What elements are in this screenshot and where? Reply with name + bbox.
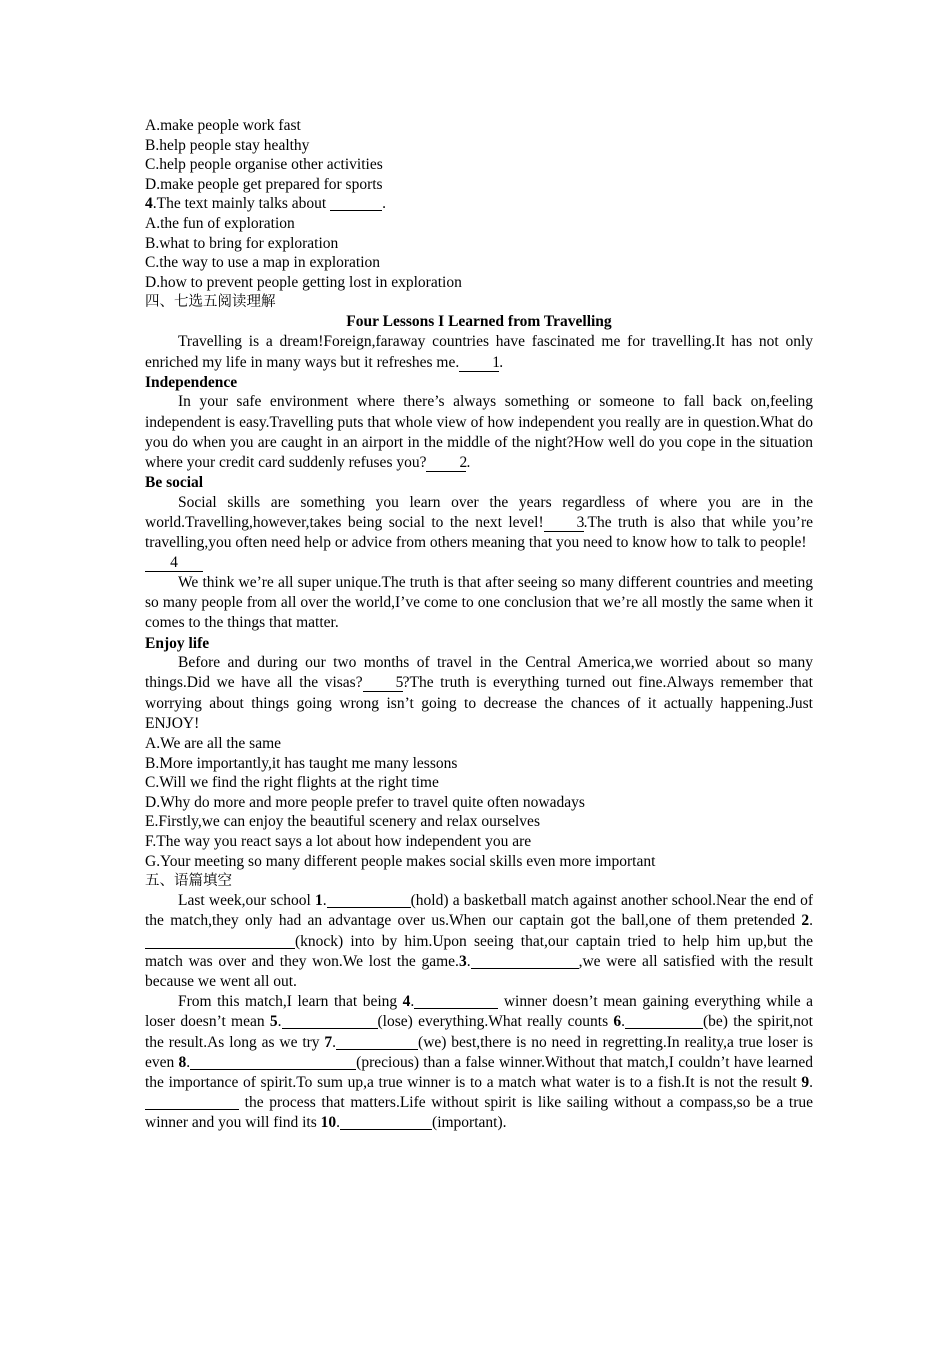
option-e: E.Firstly,we can enjoy the beautiful scenery and relax ourselves [145, 813, 540, 831]
dot: . [186, 1053, 191, 1071]
blank-5[interactable]: 5 [363, 675, 403, 692]
paragraph-text: (hold) a basketball match against another school.Near the end of the match,they only had an advantage over us.When our captain got the ball,one of them pretended [145, 892, 813, 930]
same-paragraph: We think we’re all super unique.The truth is that after seeing so many different countries and meeting so many people from all over the world,I’ve come to one conclusion that we’re all mostly the same when it comes to the things that matter. [145, 573, 813, 632]
paragraph-text: Last week,our school [178, 892, 315, 910]
subheading-independence: Independence [145, 373, 238, 391]
option-a: A.make people work fast [145, 117, 301, 134]
blank-4[interactable]: 4 [145, 555, 203, 572]
blank-number: 8 [178, 1053, 187, 1071]
q4-options [145, 214, 813, 292]
cloze-blank-4[interactable] [414, 993, 498, 1009]
option-a: A.We are all the same [145, 734, 282, 752]
independence-paragraph [145, 392, 813, 473]
blank-number: 5 [269, 1013, 278, 1031]
option-d: D.Why do more and more people prefer to travel quite often nowadays [145, 793, 585, 811]
dot: . [277, 1013, 282, 1031]
option-g: G.Your meeting so many different people makes social skills even more important [145, 852, 656, 870]
cloze-blank-3[interactable] [471, 953, 579, 969]
paragraph-text: (lose) everything.What really counts [377, 1013, 614, 1031]
paragraph-text: . [466, 453, 471, 471]
blank-number: 9 [801, 1073, 810, 1091]
blank-number: 10 [320, 1114, 337, 1132]
option-d: D.how to prevent people getting lost in exploration [145, 273, 462, 291]
dot: . [336, 1114, 341, 1132]
option-b: B.More importantly,it has taught me many lessons [145, 754, 458, 772]
passage-title: Four Lessons I Learned from Travelling [346, 313, 612, 331]
blank-number: 2 [801, 912, 810, 930]
dot: . [332, 1033, 337, 1051]
intro-paragraph [145, 332, 813, 372]
paragraph-text: Before and during our two months of travel in the Central America,we worried about so many things.Did we have all the visas? [145, 654, 813, 692]
paragraph-text: winner doesn’t mean gaining everything while a loser doesn’t mean [145, 993, 813, 1031]
social-paragraph [145, 493, 813, 554]
question-4 [145, 194, 813, 214]
cloze-blank-9[interactable] [145, 1094, 239, 1110]
paragraph-text: From this match,I learn that being [178, 993, 403, 1011]
enjoy-paragraph [145, 653, 813, 734]
option-b: B.help people stay healthy [145, 136, 310, 154]
cloze-blank-8[interactable] [190, 1054, 356, 1070]
option-c: C.help people organise other activities [145, 156, 383, 174]
paragraph-text: (important). [432, 1114, 507, 1132]
blank-number: 4 [402, 993, 411, 1011]
option-d: D.make people get prepared for sports [145, 175, 383, 193]
paragraph-text: .The truth is also that while you’re travelling,you often need help or advice from others meaning that you need to know how to talk to people! [145, 513, 813, 552]
dot: . [809, 1073, 813, 1091]
option-c: C.the way to use a map in exploration [145, 254, 381, 272]
paragraph-text: (be) the spirit,not the result.As long as we try [145, 1013, 813, 1051]
option-b: B.what to bring for exploration [145, 234, 339, 252]
q3-options [145, 116, 813, 194]
section-heading: 四、七选五阅读理解 [145, 294, 276, 311]
section-heading: 五、语篇填空 [145, 873, 232, 890]
option-c: C.Will we find the right flights at the right time [145, 774, 439, 792]
cloze-blank-7[interactable] [336, 1034, 418, 1050]
cloze-blank-1[interactable] [327, 892, 411, 908]
paragraph-text: (precious) than a false winner.Without that match,I couldn’t have learned the importance of spirit.To sum up,a true winner is to a match what water is to a fish.It is not the result [145, 1053, 813, 1091]
cloze-blank-10[interactable] [340, 1114, 432, 1130]
blank-4-row [145, 553, 813, 573]
blank-number: 1 [315, 892, 323, 910]
blank-number: 6 [613, 1013, 622, 1031]
paragraph-text: . [499, 353, 504, 371]
blank-2[interactable]: 2 [426, 455, 466, 472]
blank-1[interactable]: 1 [459, 355, 499, 372]
blank-number: 3 [458, 952, 467, 970]
question-number: 4 [145, 195, 153, 213]
cloze-paragraph-2 [145, 992, 813, 1133]
blank-number: 7 [324, 1033, 333, 1051]
paragraph-text: Social skills are something you learn over the years regardless of where you are in the world.Travelling,however,takes being social to the next level! [145, 493, 813, 531]
paragraph-text: Travelling is a dream!Foreign,faraway countries have fascinated me for travelling.It has not only enriched my life in many ways but it refreshes me. [145, 333, 813, 371]
paragraph-text: In your safe environment where there’s always something or someone to fall back on,feeling independent is easy.Travelling puts that whole view of how independent you really are in question.What do you do when you are caught in an airport in the middle of the night?How well do you cope in the situation where your credit card suddenly refuses you? [145, 393, 813, 471]
dot: . [322, 892, 327, 910]
cloze-paragraph-1 [145, 891, 813, 992]
paragraph-text: ?The truth is everything turned out fine.Always remember that worrying about things going wrong isn’t going to decrease the chances of it actually happening.Just ENJOY! [145, 674, 813, 732]
subheading-enjoy: Enjoy life [145, 634, 210, 652]
question-stem: .The text mainly talks about [152, 195, 327, 213]
cloze-blank-5[interactable] [282, 1013, 378, 1029]
paragraph-text: the process that matters.Life without spirit is like sailing without a compass,so be a true winner and you will find its [145, 1094, 813, 1132]
paragraph-text: ,we were all satisfied with the result because we went all out. [145, 952, 813, 990]
seven-choice-options [145, 734, 813, 871]
dot: . [621, 1013, 625, 1031]
paragraph-text: (we) best,there is no need in regretting.In reality,a true loser is even [145, 1033, 813, 1071]
cloze-blank-6[interactable] [625, 1013, 703, 1029]
option-a: A.the fun of exploration [145, 214, 295, 232]
option-f: F.The way you react says a lot about how independent you are [145, 832, 532, 850]
cloze-blank-2[interactable] [145, 933, 295, 949]
worksheet-page [145, 116, 813, 1134]
dot: . [466, 952, 471, 970]
subheading-social: Be social [145, 474, 204, 492]
question-end: . [382, 195, 386, 213]
paragraph-text: (knock) into by him.Upon seeing that,our captain tried to help him up,but the match was over and they won.We lost the game. [145, 932, 813, 970]
blank-3[interactable]: 3 [544, 515, 584, 532]
dot: . [410, 993, 415, 1011]
answer-blank[interactable] [330, 195, 382, 211]
dot: . [809, 912, 813, 930]
